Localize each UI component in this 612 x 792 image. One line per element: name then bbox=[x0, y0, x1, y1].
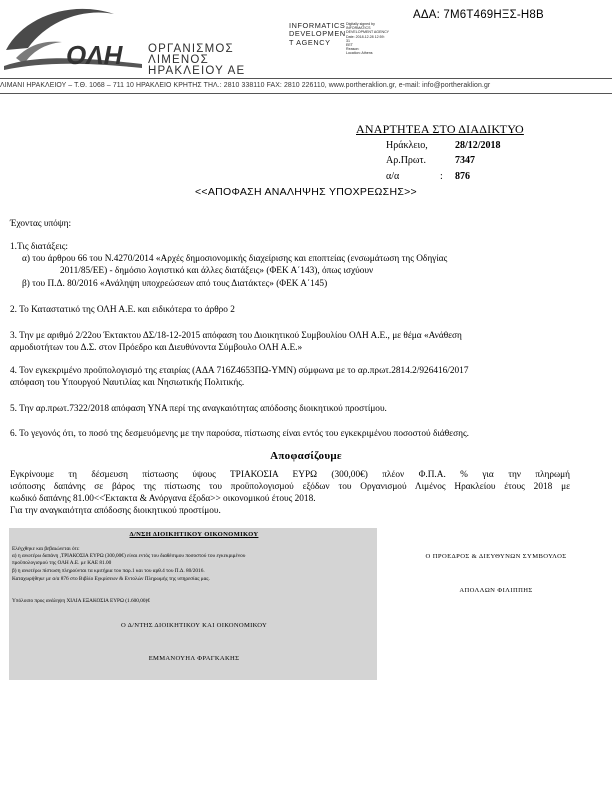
header-divider bbox=[0, 93, 612, 94]
ada-code: ΑΔΑ: 7Μ6Τ469ΗΞΣ-Η8Β bbox=[413, 9, 544, 21]
president-title: Ο ΠΡΟΕΔΡΟΣ & ΔΙΕΥΘΥΝΩΝ ΣΥΜΒΟΥΛΟΣ bbox=[425, 553, 567, 560]
meta-value-serial: 876 bbox=[455, 171, 470, 182]
clause-6: 6. Το γεγονός ότι, το ποσό της δεσμευόμενης με την παρούσα, πίστωσης είναι εντός του εγκεκριμένου ποσοστού διάθεσης. bbox=[10, 429, 469, 439]
clause-5: 5. Την αρ.πρωτ.7322/2018 απόφαση ΥΝΑ περί της αναγκαιότητας απόδοσης διοικητικού προστίμου. bbox=[10, 404, 387, 414]
meta-separator: : bbox=[440, 171, 443, 182]
finance-line: Ελέγχθηκε και βεβαιώνεται ότι: bbox=[12, 546, 80, 552]
clause-1b: β) του Π.Δ. 80/2016 «Ανάληψη υποχρεώσεων από τους Διατάκτες» (ΦΕΚ Α΄145) bbox=[22, 279, 328, 289]
cert-detail-line: Date: 2018.12.28 12:59: bbox=[346, 34, 385, 39]
olh-logo bbox=[2, 6, 147, 76]
signature-certificate bbox=[289, 22, 346, 47]
finance-director-name: ΕΜΜΑΝΟΥΗΛ ΦΡΑΓΚΑΚΗΣ bbox=[148, 655, 240, 662]
clause-2: 2. Το Καταστατικό της ΟΛΗ Α.Ε. και ειδικότερα το άρθρο 2 bbox=[10, 305, 235, 315]
finance-director-title: Ο Δ/ΝΤΗΣ ΔΙΟΙΚΗΤΙΚΟΥ ΚΑΙ ΟΙΚΟΝΟΜΙΚΟΥ bbox=[120, 622, 268, 629]
clause-3-line-1: 3. Την με αριθμό 2/22ου Έκτακτου ΔΣ/18-12-2015 απόφαση του Διοικητικού Συμβουλίου ΟΛΗ Α.Ε., με θέμα «Ανάθεση bbox=[10, 331, 462, 341]
logo-text: ΟΛΗ bbox=[66, 40, 123, 70]
decision-line-1: Εγκρίνουμε τη δέσμευση πίστωσης ύψους ΤΡΙΑΚΟΣΙΑ ΕΥΡΩ (300,00€) πλέον Φ.Π.Α. % για την πληρωμή bbox=[10, 470, 570, 480]
meta-label-place: Ηράκλειο, bbox=[386, 140, 428, 151]
cert-detail-line: Digitally signed by bbox=[346, 22, 375, 26]
meta-label-serial: α/α bbox=[386, 171, 400, 182]
contact-address: ΛΙΜΑΝΙ ΗΡΑΚΛΕΙΟΥ – Τ.Θ. 1068 – 711 10 ΗΡΑΚΛΕΙΟ ΚΡΗΤΗΣ ΤΗΛ.: 2810 338110 FAX: 2810 226110, www.portheraklion.gr, e-mail: info@portheraklion.gr bbox=[0, 82, 491, 89]
meta-label-protocol: Αρ.Πρωτ. bbox=[386, 155, 427, 166]
meta-value-protocol: 7347 bbox=[455, 155, 475, 166]
cert-line-2: DEVELOPMEN bbox=[289, 29, 346, 39]
cert-detail-line: DEVELOPMENT AGENCY bbox=[346, 30, 390, 35]
finance-line: προϋπολογισμού της ΟΛΗ Α.Ε. με ΚΑΕ 81.00 bbox=[12, 560, 112, 566]
cert-line-1: INFORMATICS bbox=[289, 21, 346, 30]
posting-title: ΑΝΑΡΤΗΤΕΑ ΣΤΟ ΔΙΑΔΙΚΤΥΟ bbox=[356, 122, 524, 136]
cert-detail-line: 31 bbox=[346, 38, 350, 43]
decision-line-3: κωδικό δαπάνης 81.00<<Έκτακτα & Ανόργανα έξοδα>> οικονομικού έτους 2018. bbox=[10, 494, 316, 504]
cert-detail-line: Reason: bbox=[346, 47, 360, 52]
clause-1a-line-1: α) του άρθρου 66 του Ν.4270/2014 «Αρχές δημοσιονομικής διαχείρισης και εποπτείας (ενσωμάτωση της Οδηγίας bbox=[22, 254, 448, 264]
remaining-balance: Υπόλοιπο προς ανάληψη ΧΙΛΙΑ ΕΞΑΚΟΣΙΑ ΕΥΡΩ (1.600,00)€ bbox=[12, 598, 150, 604]
clause-4-line-2: απόφαση του Υπουργού Ναυτιλίας και Νησιωτικής Πολιτικής. bbox=[10, 378, 245, 388]
clause-1a-line-2: 2011/85/ΕΕ) - δημόσιο λογιστικό και άλλες διατάξεις» (ΦΕΚ Α΄143), όπως ισχύουν bbox=[60, 266, 374, 276]
intro-text: Έχοντας υπόψη: bbox=[10, 219, 72, 229]
decision-line-4: Για την αναγκαιότητα απόδοσης διοικητικού προστίμου. bbox=[10, 506, 221, 516]
org-name-line-2: ΛΙΜΕΝΟΣ bbox=[148, 54, 209, 66]
document-title: <<ΑΠΟΦΑΣΗ ΑΝΑΛΗΨΗΣ ΥΠΟΧΡΕΩΣΗΣ>> bbox=[194, 186, 417, 198]
finance-line: α) η ανωτέρω δαπάνη ,ΤΡΙΑΚΟΣΙΑ ΕΥΡΩ (300,00€) είναι εντός του διαθέσιμου ποσοστού του εγκεκριμένου bbox=[12, 553, 246, 559]
cert-line-3: T AGENCY bbox=[289, 37, 331, 47]
signature-details bbox=[346, 22, 408, 56]
org-name-line-3: ΗΡΑΚΛΕΙΟΥ ΑΕ bbox=[148, 65, 246, 77]
organization-name bbox=[148, 44, 245, 77]
clause-3-line-2: αρμοδιοτήτων του Δ.Σ. στον Πρόεδρο και Διευθύνοντα Σύμβουλο ΟΛΗ Α.Ε.» bbox=[10, 343, 303, 353]
decision-heading: Αποφασίζουμε bbox=[270, 450, 342, 462]
org-name-line-1: ΟΡΓΑΝΙΣΜΟΣ bbox=[148, 43, 234, 55]
olh-logo-icon bbox=[2, 6, 147, 76]
decision-line-2: ισόποσης δαπάνης σε βάρος της πίστωσης του προϋπολογισμού εξόδων του Οργανισμού Λιμένος Ηρακλείου έτους 2018 με bbox=[10, 482, 570, 492]
president-name: ΑΠΟΛΛΩΝ ΦΙΛΙΠΠΗΣ bbox=[459, 587, 533, 594]
meta-value-date: 28/12/2018 bbox=[455, 140, 501, 151]
cert-detail-line: INFORMATICS bbox=[346, 26, 371, 31]
finance-heading: Δ/ΝΣΗ ΔΙΟΙΚΗΤΙΚΟΥ ΟΙΚΟΝΟΜΙΚΟΥ bbox=[129, 531, 259, 538]
clause-1: 1.Τις διατάξεις: bbox=[10, 242, 69, 252]
header-divider bbox=[0, 78, 612, 79]
clause-4-line-1: 4. Τον εγκεκριμένο προϋπολογισμό της εταιρίας (ΑΔΑ 716Ζ4653ΠΩ-ΥΜΝ) σύμφωνα με το αρ.πρωτ.2814.2/926416/2017 bbox=[10, 366, 469, 376]
finance-line: β) η ανωτέρω πίστωση πληρούνται τα κριτήρια του παρ.1 και του αρθ.4 του Π.Δ. 80/2016. bbox=[12, 568, 205, 574]
cert-detail-line: Location: Athens bbox=[346, 51, 373, 56]
finance-line: Καταχωρήθηκε με α/α 876 στο Βιβλίο Εγκρίσεων & Εντολών Πληρωμής της υπηρεσίας μας. bbox=[12, 576, 210, 582]
cert-detail-line: EET bbox=[346, 43, 353, 48]
